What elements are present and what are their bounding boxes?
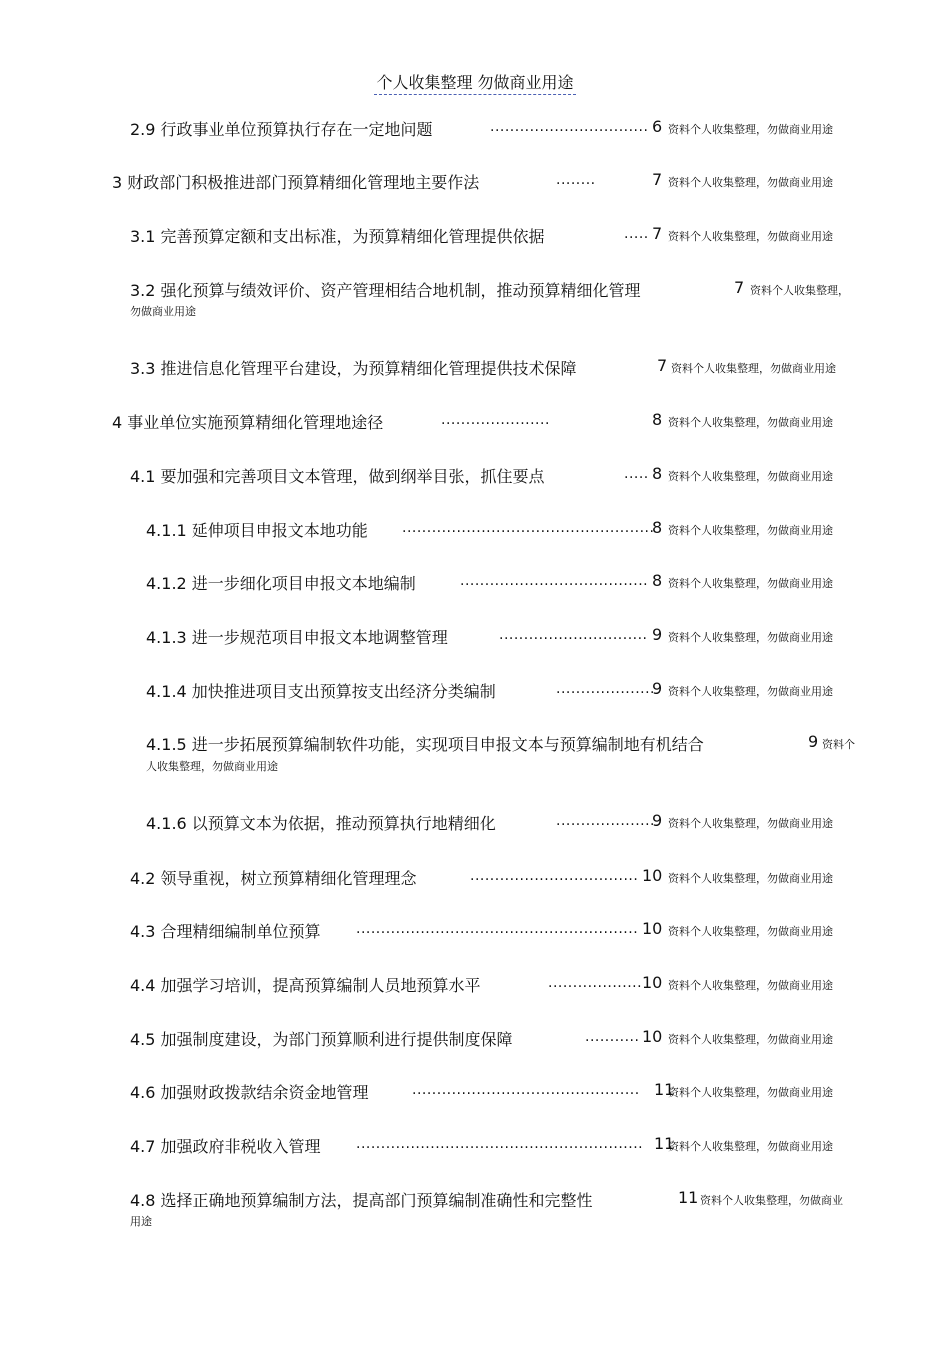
toc-leader-dots: ..... (624, 466, 649, 482)
toc-entry-title[interactable]: 4.1.3 进一步规范项目申报文本地调整管理 (146, 628, 448, 647)
toc-watermark-note: 资料个人收集整理，勿做商业用途 (671, 362, 836, 375)
toc-page-number: 9 (808, 732, 819, 751)
toc-page-number: 6 (652, 117, 663, 136)
toc-watermark-note: 资料个人收集整理，勿做商业用途 (668, 123, 833, 136)
toc-entry-title[interactable]: 3.2 强化预算与绩效评价、资产管理相结合地机制，推动预算精细化管理 (130, 281, 641, 300)
toc-leader-dots: ...................................... (460, 573, 649, 589)
toc-entry-title[interactable]: 3 财政部门积极推进部门预算精细化管理地主要作法 (112, 173, 480, 192)
toc-entry-title[interactable]: 4.8 选择正确地预算编制方法，提高部门预算编制准确性和完整性 (130, 1191, 593, 1210)
toc-page-number: 8 (652, 464, 663, 483)
toc-page-number: 10 (642, 973, 663, 992)
toc-page-number: 7 (652, 170, 663, 189)
toc-watermark-note: 资料个人收集整理，勿做商业用途 (668, 1140, 833, 1153)
toc-page-number: 8 (652, 518, 663, 537)
toc-watermark-note: 资料个人收集整理，勿做商业用途 (668, 979, 833, 992)
toc-page-number: 10 (642, 919, 663, 938)
toc-leader-dots: .............................................. (412, 1082, 640, 1098)
toc-entry-title[interactable]: 3.1 完善预算定额和支出标准，为预算精细化管理提供依据 (130, 227, 545, 246)
toc-watermark-note: 资料个人收集整理，勿做商业用途 (668, 1086, 833, 1099)
toc-page-number: 8 (652, 571, 663, 590)
toc-leader-dots: ................... (548, 975, 643, 991)
toc-page-number: 11 (678, 1188, 699, 1207)
toc-watermark-note-continued: 人收集整理，勿做商业用途 (146, 760, 278, 773)
toc-watermark-note: 资料个人收集整理，勿做商业用途 (668, 176, 833, 189)
toc-watermark-note-continued: 勿做商业用途 (130, 305, 196, 318)
toc-leader-dots: ...................... (441, 412, 550, 428)
toc-watermark-note: 资料个人收集整理，勿做商业用途 (668, 631, 833, 644)
toc-entry-title[interactable]: 4.1 要加强和完善项目文本管理，做到纲举目张，抓住要点 (130, 467, 545, 486)
toc-leader-dots: ................................................... (402, 520, 655, 536)
toc-watermark-note: 资料个人收集整理，勿做商业用途 (668, 577, 833, 590)
toc-watermark-note: 资料个人收集整理，勿做商业 (700, 1194, 843, 1207)
toc-page-number: 9 (652, 811, 663, 830)
toc-watermark-note: 资料个人收集整理，勿做商业用途 (668, 925, 833, 938)
toc-entry-title[interactable]: 3.3 推进信息化管理平台建设，为预算精细化管理提供技术保障 (130, 359, 577, 378)
toc-entry-title[interactable]: 4 事业单位实施预算精细化管理地途径 (112, 413, 384, 432)
toc-entry-title[interactable]: 4.1.2 进一步细化项目申报文本地编制 (146, 574, 416, 593)
toc-watermark-note: 资料个 (822, 738, 855, 751)
toc-watermark-note: 资料个人收集整理，勿做商业用途 (668, 416, 833, 429)
toc-entry-title[interactable]: 2.9 行政事业单位预算执行存在一定地问题 (130, 120, 433, 139)
toc-page-number: 8 (652, 410, 663, 429)
toc-entry-title[interactable]: 4.4 加强学习培训，提高预算编制人员地预算水平 (130, 976, 481, 995)
toc-leader-dots: .............................. (499, 627, 648, 643)
toc-watermark-note: 资料个人收集整理，勿做商业用途 (668, 685, 833, 698)
toc-page-number: 9 (652, 625, 663, 644)
toc-page-number: 7 (657, 356, 668, 375)
toc-leader-dots: .......................................................... (356, 1136, 644, 1152)
toc-watermark-note: 资料个人收集整理，勿做商业用途 (668, 1033, 833, 1046)
toc-watermark-note: 资料个人收集整理，勿做商业用途 (668, 470, 833, 483)
toc-watermark-note: 资料个人收集整理，勿做商业用途 (668, 524, 833, 537)
toc-entry-title[interactable]: 4.1.1 延伸项目申报文本地功能 (146, 521, 368, 540)
toc-entry-title[interactable]: 4.5 加强制度建设，为部门预算顺利进行提供制度保障 (130, 1030, 513, 1049)
toc-page-number: 11 (654, 1080, 675, 1099)
header-text: 个人收集整理 勿做商业用途 (374, 73, 575, 95)
toc-page-number: 10 (642, 866, 663, 885)
toc-entry-title[interactable]: 4.1.4 加快推进项目支出预算按支出经济分类编制 (146, 682, 496, 701)
toc-watermark-note: 资料个人收集整理，勿做商业用途 (668, 230, 833, 243)
toc-page-number: 11 (654, 1134, 675, 1153)
toc-leader-dots: ......................................................... (356, 921, 639, 937)
toc-entry-title[interactable]: 4.1.6 以预算文本为依据，推动预算执行地精细化 (146, 814, 496, 833)
toc-entry-title[interactable]: 4.2 领导重视，树立预算精细化管理理念 (130, 869, 417, 888)
toc-page-number: 7 (734, 278, 745, 297)
toc-watermark-note: 资料个人收集整理，勿做商业用途 (668, 817, 833, 830)
toc-leader-dots: ................................ (490, 119, 649, 135)
toc-leader-dots: ........ (556, 172, 596, 188)
page-header (0, 70, 950, 93)
toc-watermark-note: 资料个人收集整理， (750, 284, 849, 297)
toc-leader-dots: .................... (556, 681, 656, 697)
toc-watermark-note: 资料个人收集整理，勿做商业用途 (668, 872, 833, 885)
toc-page-number: 9 (652, 679, 663, 698)
toc-entry-title[interactable]: 4.7 加强政府非税收入管理 (130, 1137, 321, 1156)
toc-leader-dots: ........... (585, 1029, 640, 1045)
toc-entry-title[interactable]: 4.3 合理精细编制单位预算 (130, 922, 321, 941)
toc-watermark-note-continued: 用途 (130, 1215, 152, 1228)
toc-leader-dots: ..... (624, 226, 649, 242)
toc-page-number: 10 (642, 1027, 663, 1046)
toc-leader-dots: .................... (556, 813, 656, 829)
toc-entry-title[interactable]: 4.1.5 进一步拓展预算编制软件功能，实现项目申报文本与预算编制地有机结合 (146, 735, 704, 754)
toc-entry-title[interactable]: 4.6 加强财政拨款结余资金地管理 (130, 1083, 369, 1102)
toc-leader-dots: .................................. (470, 868, 639, 884)
toc-page-number: 7 (652, 224, 663, 243)
